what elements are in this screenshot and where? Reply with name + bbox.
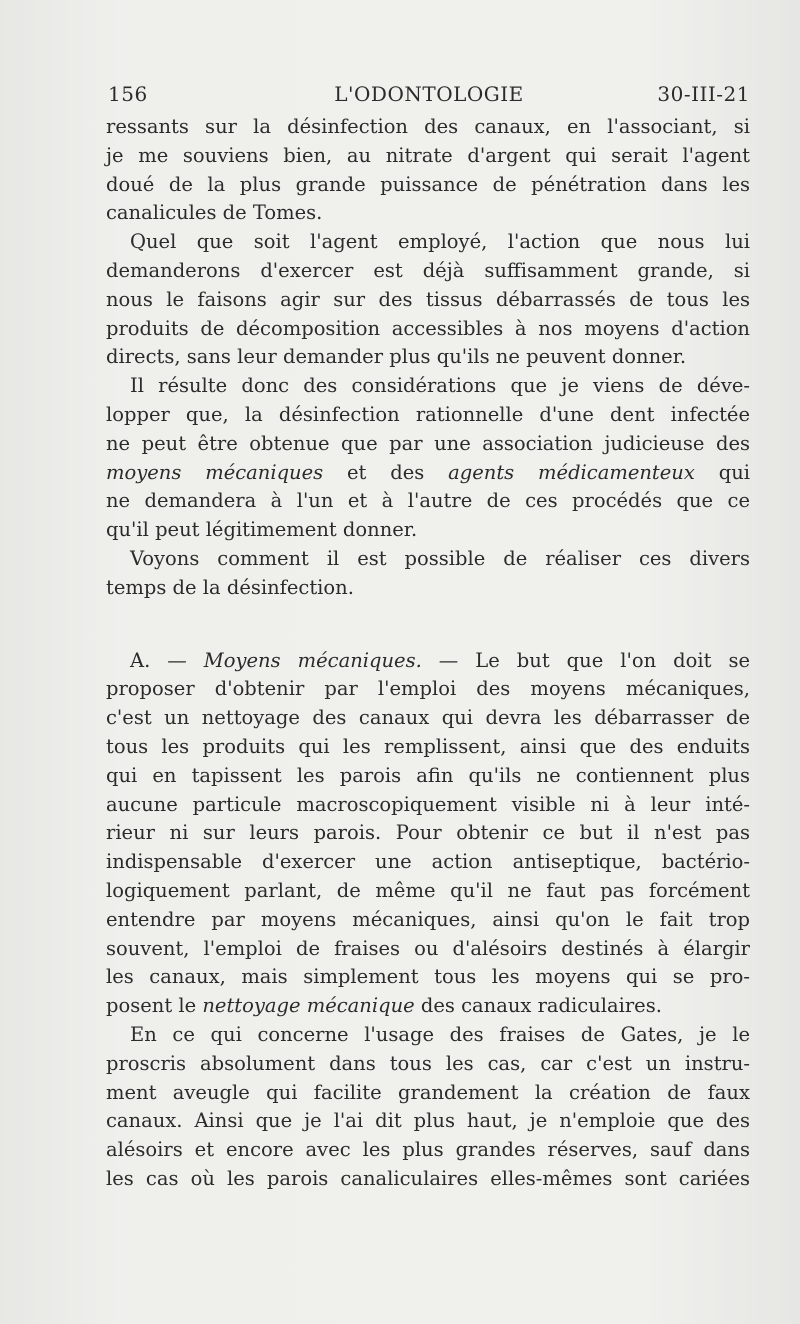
text-line: temps de la désinfection. xyxy=(106,575,354,599)
text-line: qui en tapissent les parois afin qu'ils ne contiennent plus xyxy=(106,763,750,787)
text-line: alésoirs et encore avec les plus grandes réserves, sauf dans xyxy=(106,1138,750,1162)
italic-term: nettoyage mécanique xyxy=(202,994,415,1018)
text-line: En ce qui concerne l'usage des fraises de Gates, je le xyxy=(130,1022,750,1046)
text-line: proscris absolument dans tous les cas, car c'est un instru- xyxy=(106,1051,750,1075)
text-line: c'est un nettoyage des canaux qui devra les débarrasser de xyxy=(106,706,750,730)
page-body xyxy=(106,113,750,1194)
text-line: tous les produits qui les remplissent, ainsi que des enduits xyxy=(106,734,750,758)
text-line: ne demandera à l'un et à l'autre de ces procédés que ce xyxy=(106,489,750,513)
text-line: logiquement parlant, de même qu'il ne faut pas forcément xyxy=(106,878,750,902)
text-line: doué de la plus grande puissance de pénétration dans les xyxy=(106,172,750,196)
text-line: directs, sans leur demander plus qu'ils ne peuvent donner. xyxy=(106,345,687,369)
text-line: souvent, l'emploi de fraises ou d'alésoirs destinés à élargir xyxy=(106,936,750,960)
text-line: les canaux, mais simplement tous les moyens qui se pro- xyxy=(106,965,750,989)
text-line: Il résulte donc des considérations que je viens de déve- xyxy=(130,374,750,398)
running-header xyxy=(108,82,750,116)
text-line: demanderons d'exercer est déjà suffisamment grande, si xyxy=(106,258,750,282)
text-line: qu'il peut légitimement donner. xyxy=(106,518,418,542)
text-line: moyens mécaniques et des agents médicamenteux qui xyxy=(106,460,751,484)
text-line: rieur ni sur leurs parois. Pour obtenir ce but il n'est pas xyxy=(106,821,750,845)
section-heading-line: A. — Moyens mécaniques. — Le but que l'on doit se xyxy=(130,648,751,672)
section-title: Moyens mécaniques. xyxy=(203,648,422,672)
text-line: aucune particule macroscopiquement visible ni à leur inté- xyxy=(106,792,750,816)
issue-date: 30-III-21 xyxy=(657,82,750,106)
section-gap xyxy=(106,603,750,647)
text-line: lopper que, la désinfection rationnelle d'une dent infectée xyxy=(106,402,750,426)
text-line: proposer d'obtenir par l'emploi des moyens mécaniques, xyxy=(106,677,750,701)
text-line: indispensable d'exercer une action antiseptique, bactério- xyxy=(106,850,750,874)
text-line: ne peut être obtenue que par une association judicieuse des xyxy=(106,431,750,455)
text-line: entendre par moyens mécaniques, ainsi qu'on le fait trop xyxy=(106,907,750,931)
text-line: posent le nettoyage mécanique des canaux radiculaires. xyxy=(106,994,662,1018)
italic-term: agents médicamenteux xyxy=(448,460,695,484)
journal-title: L'ODONTOLOGIE xyxy=(334,82,524,106)
text-line: Quel que soit l'agent employé, l'action que nous lui xyxy=(130,230,750,254)
text-line: ressants sur la désinfection des canaux, en l'associant, si xyxy=(106,115,750,138)
italic-term: moyens mécaniques xyxy=(106,460,324,484)
text-line: Voyons comment il est possible de réaliser ces divers xyxy=(130,546,750,570)
text-line: nous le faisons agir sur des tissus débarrassés de tous les xyxy=(106,287,750,311)
text-line: canalicules de Tomes. xyxy=(106,201,323,225)
page-number: 156 xyxy=(108,82,148,106)
text-line: ment aveugle qui facilite grandement la création de faux xyxy=(106,1080,750,1104)
text-line: je me souviens bien, au nitrate d'argent qui serait l'agent xyxy=(106,143,750,167)
text-line: les cas où les parois canaliculaires elles-mêmes sont cariées xyxy=(106,1166,750,1190)
text-line: canaux. Ainsi que je l'ai dit plus haut, je n'emploie que des xyxy=(106,1109,750,1133)
text-line: produits de décomposition accessibles à nos moyens d'action xyxy=(106,316,750,340)
